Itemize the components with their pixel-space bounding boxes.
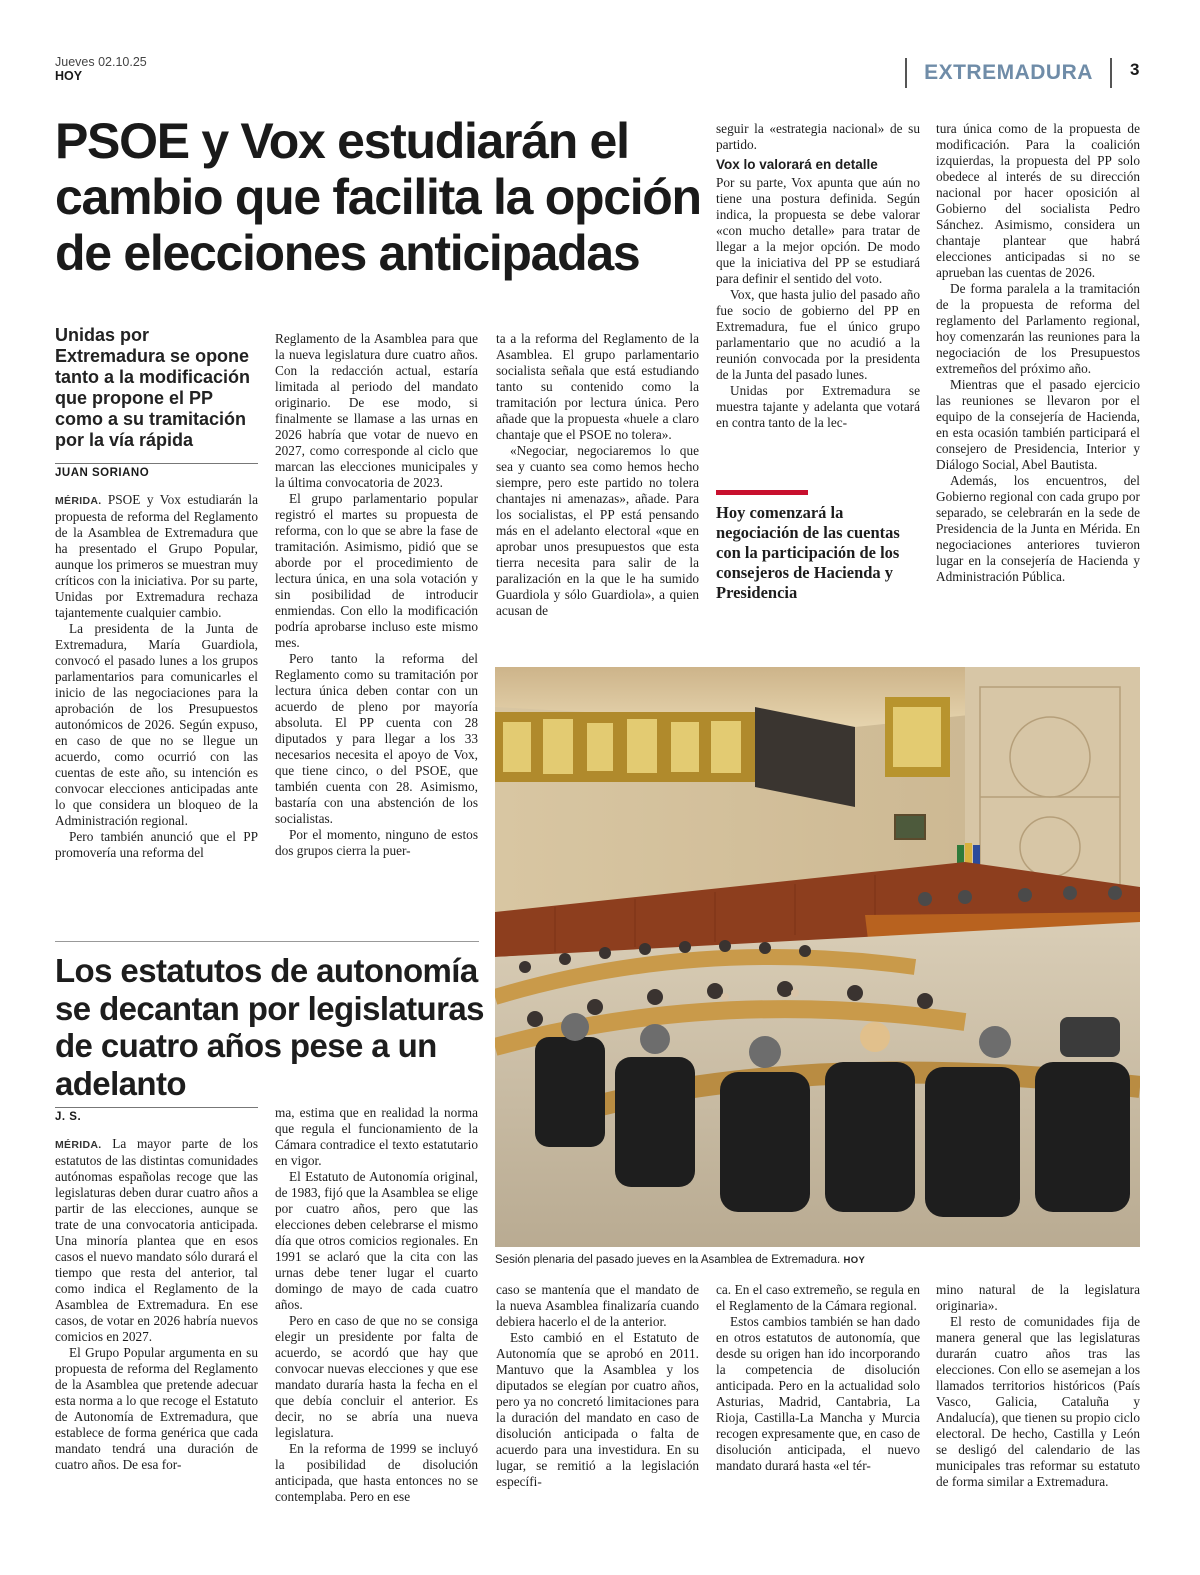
byline: JUAN SORIANO — [55, 463, 258, 479]
paragraph: Vox, que hasta julio del pasado año fue socio de gobierno del PP en Extremadura, fue el único grupo parlamentario que no acudió a la reunión convocada por la presidenta de la Junta del pasado lunes. — [716, 287, 920, 382]
paragraph: El resto de comunidades fija de manera general que las legislaturas durarán cuatro años tras las elecciones. Con ello se asemejan a los llamados territorios históricos (País Vasco, Galicia, Cataluña y Andalucía), que tienen su propio ciclo electoral. De hecho, Castilla y León se desligó del calendario de las municipales tras reformar su estatuto de forma similar a Extremadura. — [936, 1314, 1140, 1489]
paragraph: tura única como de la propuesta de modificación. Para la coalición izquierdas, la propuesta del PP solo obedece al interés de su dirección nacional por hacer oposición al Gobierno del socialista Pedro Sánchez. Asimismo, considera un chantaje plantear que habrá elecciones anticipadas si no se aprueban las cuentas de 2026. — [936, 121, 1140, 280]
issue-date: Jueves 02.10.25 — [55, 55, 147, 69]
dateline: MÉRIDA. — [55, 495, 102, 507]
article1-column-2 — [275, 331, 478, 859]
paragraph: La presidenta de la Junta de Extremadura, María Guardiola, convocó el pasado lunes a los grupos parlamentarios para comunicarles el inicio de las negociaciones para la aprobación de los Presupuestos autonómicos de 2026. Según expuso, en caso de que no se llegue un acuerdo, como ocurrió con las cuentas de este año, su intención es convocar elecciones anticipadas ante lo que considera un bloqueo de la Administración regional. — [55, 621, 258, 828]
paragraph: De forma paralela a la tramitación de la propuesta de reforma del reglamento del Parlamento regional, hoy comenzarán las reuniones para la negociación de los Presupuestos extremeños del próximo año. — [936, 281, 1140, 376]
paragraph: El grupo parlamentario popular registró el martes su propuesta de reforma, con lo que se abre la fase de tramitación. Asimismo, pidió que se aborde por el procedimiento de lectura única, en una sola votación y sin posibilidad de introducir enmiendas. Con ello la modificación podría aprobarse incluso este mismo mes. — [275, 491, 478, 650]
page-number: 3 — [1130, 60, 1140, 79]
photo-caption — [495, 1253, 1140, 1268]
subheadline: Unidas por Extremadura se opone tanto a la modificación que propone el PP como a su tramitación por la vía rápida — [55, 325, 251, 450]
article2-column-3 — [496, 1282, 699, 1490]
paragraph: El Grupo Popular argumenta en su propuesta de reforma del Reglamento de la Asamblea que pretende adecuar esta norma a lo que recoge el Estatuto de Autonomía de Extremadura, que establece de forma genérica que cada mandato tendrá una duración de cuatro años. De esa for- — [55, 1345, 258, 1472]
paragraph: Además, los encuentros, del Gobierno regional con cada grupo por separado, se celebrarán en la sede de Presidencia de la Junta en Mérida. En negociaciones anteriores tuvieron lugar en la consejería de Hacienda y Administración Pública. — [936, 473, 1140, 584]
article2-column-1 — [55, 1136, 258, 1473]
section-label — [905, 58, 1112, 88]
paragraph: ma, estima que en realidad la norma que regula el funcionamiento de la Cámara contradice el texto estatutario en vigor. — [275, 1105, 478, 1168]
paragraph — [55, 492, 258, 621]
paragraph: seguir la «estrategia nacional» de su partido. — [716, 121, 920, 152]
paragraph: «Negociar, negociaremos lo que sea y cuanto sea como hemos hecho siempre, pero este partido no tolera chantajes ni amenazas», añade. Para los socialistas, el PP está pensando más en el adelanto electoral «que en aprobar unos presupuestos que esta tierra necesita para salir de la paralización en la que le ha sumido Guardiola y sólo Guardiola», a quien acusan de — [496, 443, 699, 618]
article1-column-5 — [936, 121, 1140, 585]
dateline: MÉRIDA. — [55, 1139, 102, 1151]
article1-column-3 — [496, 331, 699, 619]
inline-subtitle: Vox lo valorará en detalle — [716, 157, 878, 172]
paragraph: Por su parte, Vox apunta que aún no tiene una postura definida. Según indica, la propuesta se debe valorar «con mucho detalle» para tratar de llegar a la mejor opción. De modo que la iniciativa del PP se estudiará para definir el sentido del voto. — [716, 175, 920, 286]
assembly-photo — [495, 667, 1140, 1247]
caption-text: Sesión plenaria del pasado jueves en la Asamblea de Extremadura. — [495, 1254, 841, 1266]
article-divider — [55, 941, 479, 942]
paragraph: Estos cambios también se han dado en otros estatutos de autonomía, que desde su origen han ido incorporando la competencia de disolución anticipada. Pero en la actualidad solo Asturias, Madrid, Cantabria, La Rioja, Castilla-La Mancha y Murcia recogen expresamente que, en caso de disolución anticipada, el nuevo mandato durará hasta «el tér- — [716, 1314, 920, 1473]
paragraph: Esto cambió en el Estatuto de Autonomía que se aprobó en 2011. Mantuvo que la Asamblea y los diputados se elegían por cuatro años, pero ya no concretó limitaciones para la duración del mandato en caso de disolución anticipada o falta de acuerdo para una investidura. En su lugar, se remitió a la legislación específi- — [496, 1330, 699, 1489]
article1-column-1 — [55, 492, 258, 861]
main-headline: PSOE y Vox estudiarán el cambio que facilita la opción de elecciones anticipadas — [55, 113, 701, 281]
pullquote-accent-bar — [716, 490, 808, 495]
article2-column-2 — [275, 1105, 478, 1505]
paragraph-text: La mayor parte de los estatutos de las distintas comunidades autónomas españolas recoge que las legislaturas deben durar cuatro años a partir de las elecciones, aunque se trate de una convocatoria anticipada. Una minoría plantea que en esos casos el nuevo mandato sólo durará el tiempo que resta del anterior, tal como indica el Reglamento de la Asamblea de Extremadura. En ese casos, de votar en 2026 habría nuevos comicios en 2027. — [55, 1136, 259, 1344]
photo-credit: HOY — [843, 1255, 866, 1266]
paragraph: mino natural de la legislatura originaria». — [936, 1282, 1140, 1313]
paragraph: En la reforma de 1999 se incluyó la posibilidad de disolución anticipada, que hasta entonces no se contemplaba. Pero en ese — [275, 1441, 478, 1504]
paragraph — [55, 1136, 258, 1345]
paragraph: Por el momento, ninguno de estos dos grupos cierra la puer- — [275, 827, 478, 858]
paragraph: El Estatuto de Autonomía original, de 1983, fijó que la Asamblea se elige por cuatro años, pero que las elecciones deben celebrarse el mismo día que otros comicios regionales. En 1991 se aclaró que la cita con las urnas debe tener lugar el cuarto domingo de mayo de cada cuatro años. — [275, 1169, 478, 1312]
newspaper-name: HOY — [55, 69, 83, 83]
paragraph: ta a la reforma del Reglamento de la Asamblea. El grupo parlamentario socialista señala que está estudiando tanto su contenido como la tramitación por lectura única. Pero añade que la propuesta «huele a claro chantaje que el PSOE no tolera». — [496, 331, 699, 442]
paragraph: Pero también anunció que el PP promovería una reforma del — [55, 829, 258, 860]
section-label-text: EXTREMADURA — [924, 61, 1093, 84]
byline: J. S. — [55, 1107, 258, 1123]
paragraph-text: PSOE y Vox estudiarán la propuesta de reforma del Reglamento de la Asamblea de Extremadura que ha presentado el Grupo Popular, aunque los primeros se muestran muy críticos con la iniciativa. Por su parte, Unidas por Extremadura rechaza tajantemente cualquier cambio. — [55, 492, 258, 620]
article2-column-5 — [936, 1282, 1140, 1490]
paragraph: Pero tanto la reforma del Reglamento como su tramitación por lectura única deben contar con un acuerdo de pleno por mayoría absoluta. El PP cuenta con 28 diputados y para llegar a los 33 necesarios necesita el apoyo de Vox, que tiene cinco, o del PSOE, que también cuenta con 28. Asimismo, bastaría con una abstención de los socialistas. — [275, 651, 478, 826]
paragraph: Mientras que el pasado ejercicio las reuniones se llevaron por el equipo de la consejería de Hacienda, en esta ocasión también participará el consejero de Presidencia, Interior y Diálogo Social, Abel Bautista. — [936, 377, 1140, 472]
paragraph: caso se mantenía que el mandato de la nueva Asamblea finalizaría cuando debiera hacerlo el de la anterior. — [496, 1282, 699, 1329]
paragraph: Pero en caso de que no se consiga elegir un presidente por falta de acuerdo, se acordó que hay que convocar nuevas elecciones y que ese mandato duraría hasta la fecha en el que debía concluir el anterior. Es decir, no se abría una nueva legislatura. — [275, 1313, 478, 1440]
assembly-photo-illustration — [495, 667, 1140, 1247]
paragraph: Unidas por Extremadura se muestra tajante y adelanta que votará en contra tanto de la lec- — [716, 383, 920, 430]
paragraph: Reglamento de la Asamblea para que la nueva legislatura dure cuatro años. Con la redacción actual, estaría limitada al periodo del mandato originario. De ese modo, si finalmente se llamase a las urnas en 2026 habría que votar de nuevo en 2027, como corresponde al ciclo que marcan las elecciones municipales y la última convocatoria de 2023. — [275, 331, 478, 490]
secondary-headline: Los estatutos de autonomía se decantan por legislaturas de cuatro años pese a un adelanto — [55, 952, 484, 1102]
paragraph: ca. En el caso extremeño, se regula en el Reglamento de la Cámara regional. — [716, 1282, 920, 1313]
article1-column-4 — [716, 121, 920, 431]
article2-column-4 — [716, 1282, 920, 1474]
pullquote: Hoy comenzará la negociación de las cuentas con la participación de los consejeros de Hacienda y Presidencia — [716, 503, 900, 602]
